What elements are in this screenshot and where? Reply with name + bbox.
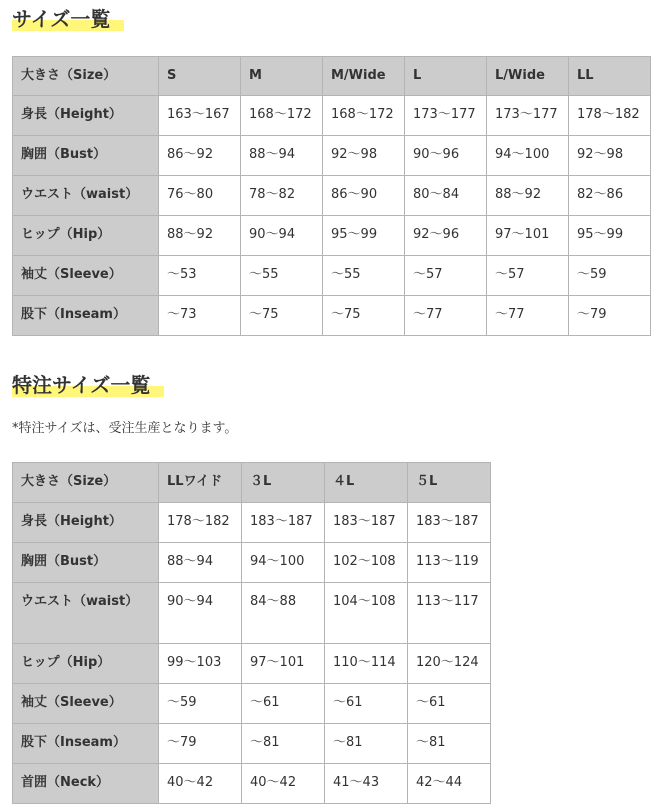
table-cell: 〜61: [242, 684, 325, 724]
header-cell: ５L: [408, 463, 491, 503]
row-header-cell: 袖丈（Sleeve）: [13, 256, 159, 296]
row-header-cell: 胸囲（Bust）: [13, 543, 159, 583]
header-cell: 大きさ（Size）: [13, 463, 159, 503]
table-cell: 173〜177: [487, 96, 569, 136]
table-cell: 〜79: [569, 296, 651, 336]
row-header-cell: 股下（Inseam）: [13, 296, 159, 336]
table-cell: 〜79: [159, 724, 242, 764]
table-cell: 102〜108: [325, 543, 408, 583]
row-header-cell: ウエスト（waist）: [13, 176, 159, 216]
table-cell: 92〜98: [569, 136, 651, 176]
table-cell: 〜59: [569, 256, 651, 296]
table-cell: 99〜103: [159, 644, 242, 684]
table-cell: 183〜187: [325, 503, 408, 543]
table-cell: 42〜44: [408, 764, 491, 804]
table-cell: 84〜88: [242, 583, 325, 644]
table-cell: 168〜172: [323, 96, 405, 136]
table-cell: 〜55: [241, 256, 323, 296]
table-cell: 〜77: [405, 296, 487, 336]
header-cell: L: [405, 57, 487, 96]
table-row: [13, 216, 651, 256]
size-chart-title: サイズ一覧: [12, 7, 124, 31]
table-cell: 82〜86: [569, 176, 651, 216]
table-cell: 〜81: [325, 724, 408, 764]
table-row: [13, 256, 651, 296]
header-cell: 大きさ（Size）: [13, 57, 159, 96]
table-cell: 92〜98: [323, 136, 405, 176]
row-header-cell: ヒップ（Hip）: [13, 644, 159, 684]
table-row: [13, 96, 651, 136]
table-cell: 40〜42: [159, 764, 242, 804]
table-cell: 88〜94: [241, 136, 323, 176]
table-cell: 〜53: [159, 256, 241, 296]
table-row: [13, 583, 491, 644]
table-row: [13, 176, 651, 216]
table-cell: 88〜94: [159, 543, 242, 583]
table-cell: 97〜101: [487, 216, 569, 256]
table-cell: 86〜90: [323, 176, 405, 216]
table-cell: 41〜43: [325, 764, 408, 804]
row-header-cell: 股下（Inseam）: [13, 724, 159, 764]
table-cell: 〜61: [408, 684, 491, 724]
table-cell: 〜61: [325, 684, 408, 724]
header-cell: ３L: [242, 463, 325, 503]
table-cell: 90〜96: [405, 136, 487, 176]
special-order-table: [12, 462, 491, 804]
table-row: [13, 644, 491, 684]
row-header-cell: 袖丈（Sleeve）: [13, 684, 159, 724]
table-cell: 〜81: [408, 724, 491, 764]
size-chart-table: [12, 56, 651, 336]
header-cell: M: [241, 57, 323, 96]
table-row: [13, 136, 651, 176]
table-row: [13, 764, 491, 804]
table-cell: 113〜119: [408, 543, 491, 583]
table-cell: 〜81: [242, 724, 325, 764]
header-cell: ４L: [325, 463, 408, 503]
row-header-cell: 首囲（Neck）: [13, 764, 159, 804]
table-row: [13, 724, 491, 764]
header-cell: L/Wide: [487, 57, 569, 96]
table-cell: 〜75: [241, 296, 323, 336]
header-cell: LL: [569, 57, 651, 96]
table-cell: 76〜80: [159, 176, 241, 216]
table-header-row: [13, 463, 491, 503]
table-row: [13, 543, 491, 583]
table-cell: 168〜172: [241, 96, 323, 136]
table-cell: 94〜100: [487, 136, 569, 176]
table-cell: 110〜114: [325, 644, 408, 684]
table-cell: 178〜182: [569, 96, 651, 136]
table-cell: 183〜187: [242, 503, 325, 543]
header-cell: S: [159, 57, 241, 96]
row-header-cell: 身長（Height）: [13, 96, 159, 136]
table-cell: 173〜177: [405, 96, 487, 136]
table-cell: 78〜82: [241, 176, 323, 216]
special-order-note: *特注サイズは、受注生産となります。: [12, 421, 238, 436]
row-header-cell: 胸囲（Bust）: [13, 136, 159, 176]
table-row: [13, 296, 651, 336]
table-cell: 104〜108: [325, 583, 408, 644]
table-cell: 〜75: [323, 296, 405, 336]
table-cell: 88〜92: [159, 216, 241, 256]
table-header-row: [13, 57, 651, 96]
table-cell: 92〜96: [405, 216, 487, 256]
header-cell: M/Wide: [323, 57, 405, 96]
table-cell: 113〜117: [408, 583, 491, 644]
table-cell: 86〜92: [159, 136, 241, 176]
table-cell: 183〜187: [408, 503, 491, 543]
row-header-cell: 身長（Height）: [13, 503, 159, 543]
table-cell: 163〜167: [159, 96, 241, 136]
table-cell: 〜59: [159, 684, 242, 724]
table-cell: 95〜99: [569, 216, 651, 256]
special-order-title: 特注サイズ一覧: [12, 373, 164, 397]
table-cell: 95〜99: [323, 216, 405, 256]
table-cell: 〜73: [159, 296, 241, 336]
table-cell: 〜77: [487, 296, 569, 336]
row-header-cell: ヒップ（Hip）: [13, 216, 159, 256]
table-cell: 80〜84: [405, 176, 487, 216]
table-cell: 〜55: [323, 256, 405, 296]
table-cell: 40〜42: [242, 764, 325, 804]
row-header-cell: ウエスト（waist）: [13, 583, 159, 644]
table-row: [13, 503, 491, 543]
header-cell: LLワイド: [159, 463, 242, 503]
table-cell: 178〜182: [159, 503, 242, 543]
table-cell: 90〜94: [159, 583, 242, 644]
table-cell: 120〜124: [408, 644, 491, 684]
table-cell: 88〜92: [487, 176, 569, 216]
table-cell: 94〜100: [242, 543, 325, 583]
table-cell: 〜57: [487, 256, 569, 296]
table-cell: 97〜101: [242, 644, 325, 684]
table-row: [13, 684, 491, 724]
table-cell: 〜57: [405, 256, 487, 296]
table-cell: 90〜94: [241, 216, 323, 256]
